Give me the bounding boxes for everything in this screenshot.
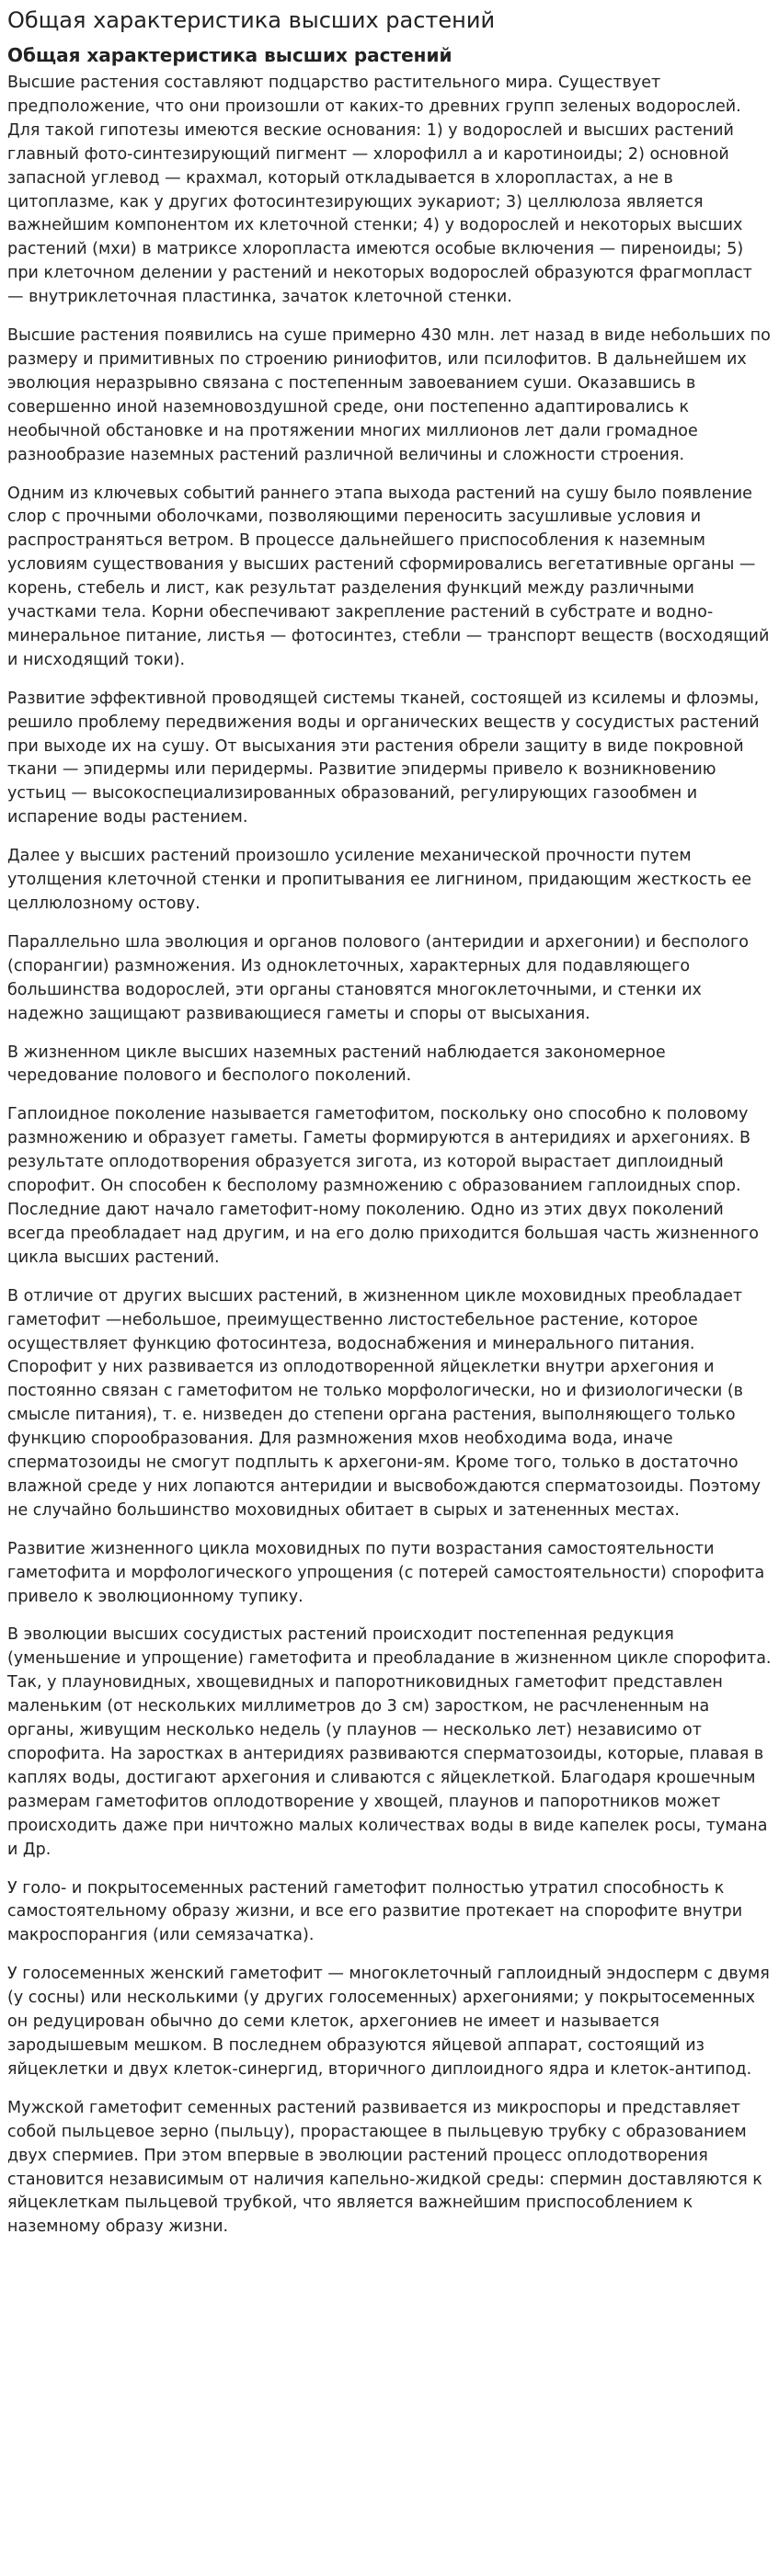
paragraph-10: Развитие жизненного цикла моховидных по пути возрастания самостоятельности гаметофита и морфологического упрощения (с потерей самостоятельности) спорофита привело к эволюционному тупику. [7, 1539, 765, 1606]
paragraph-12: У голо- и покрытосеменных растений гаметофит полностью утратил способность к самостоятельному образу жизни, и все его развитие протекает на спорофите внутри макроспорангия (или семязачатка). [7, 1878, 743, 1945]
page-title: Общая характеристика высших растений [7, 7, 496, 33]
paragraph-3: Одним из ключевых событий раннего этапа выхода растений на сушу было появление слор с прочными оболочками, позволяющими переносить засушливые условия и распространяться ветром. В процессе дальнейшего приспособления к наземным условиям существования у высших растений сформировались вегетативные органы — корень, стебель и лист, как результат разделения функций между различными участками тела. Корни обеспечивают закрепление растений в субстрате и водно-минеральное питание, листья — фотосинтез, стебли — транспорт веществ (восходящий и нисходящий токи). [7, 484, 770, 669]
paragraph-4: Развитие эффективной проводящей системы тканей, состоящей из ксилемы и флоэмы, решило проблему передвижения воды и органических веществ у сосудистых растений при выходе их на сушу. От высыхания эти растения обрели защиту в виде покровной ткани — эпидермы или перидермы. Развитие эпидермы привело к возникновению устьиц — высокоспециализированных образований, регулирующих газообмен и испарение воды растением. [7, 689, 760, 827]
paragraph-5: Далее у высших растений произошло усиление механической прочности путем утолщения клеточной стенки и пропитывания ее лигнином, придающим жесткость ее целлюлозному остову. [7, 847, 752, 913]
article-body [7, 72, 772, 2240]
section-heading: Общая характеристика высших растений [7, 44, 453, 66]
paragraph-14: Мужской гаметофит семенных растений развивается из микроспоры и представляет собой пыльцевое зерно (пыльцу), прорастающее в пыльцевую трубку с образованием двух спермиев. При этом впервые в эволюции растений процесс оплодотворения становится независимым от наличия капельно-жидкой среды: спермин доставляются к яйцеклеткам пыльцевой трубкой, что является важнейшим приспособлением к наземному образу жизни. [7, 2098, 762, 2237]
paragraph-9: В отличие от других высших растений, в жизненном цикле моховидных преобладает гаметофит —небольшое, преимущественно листостебельное растение, которое осуществляет функцию фотосинтеза, водоснабжения и минерального питания. Спорофит у них развивается из оплодотворенной яйцеклетки внутри архегония и постоянно связан с гаметофитом не только морфологически, но и физиологически (в смысле питания), т. е. низведен до степени органа растения, выполняющего только функцию спорообразования. Для размножения мхов необходима вода, иначе сперматозоиды не смогут подплыть к архегони-ям. Кроме того, только в достаточно влажной среде у них лопаются антеридии и высвобождаются сперматозоиды. Поэтому не случайно большинство моховидных обитает в сырых и затененных местах. [7, 1286, 761, 1520]
paragraph-8: Гаплоидное поколение называется гаметофитом, поскольку оно способно к половому размножению и образует гаметы. Гаметы формируются в антеридиях и архегониях. В результате оплодотворения образуется зигота, из которой вырастает диплоидный спорофит. Он способен к бесполому размножению с образованием гаплоидных спор. Последние дают начало гаметофит-ному поколению. Одно из этих двух поколений всегда преобладает над другим, и на его долю приходится большая часть жизненного цикла высших растений. [7, 1105, 759, 1267]
paragraph-7: В жизненном цикле высших наземных растений наблюдается закономерное чередование полового и бесполого поколений. [7, 1043, 666, 1086]
paragraph-6: Параллельно шла эволюция и органов полового (антеридии и архегонии) и бесполого (спорангии) размножения. Из одноклеточных, характерных для подавляющего большинства водорослей, эти органы становятся многоклеточными, и стенки их надежно защищают развивающиеся гаметы и споры от высыхания. [7, 932, 749, 1023]
paragraph-1: Высшие растения составляют подцарство растительного мира. Существует предположение, что они произошли от каких-то древних групп зеленых водорослей. Для такой гипотезы имеются веские основания: 1) у водорослей и высших растений главный фото-синтезирующий пигмент — хлорофилл a и каротиноиды; 2) основной запасной углевод — крахмал, который откладывается в хлоропластах, а не в цитоплазме, как у других фотосинтезирующих эукариот; 3) целлюлоза является важнейшим компонентом их клеточной стенки; 4) у водорослей и некоторых высших растений (мхи) в матриксе хлоропласта имеются особые включения — пиреноиды; 5) при клеточном делении у растений и некоторых водорослей образуются фрагмопласт — внутриклеточная пластинка, зачаток клеточной стенки. [7, 74, 752, 307]
paragraph-13: У голосеменных женский гаметофит — многоклеточный гаплоидный эндосперм с двумя (у сосны) или несколькими (у других голосеменных) архегониями; у покрытосеменных он редуцирован обычно до семи клеток, архегониев не имеет и называется зародышевым мешком. В последнем образуются яйцевой аппарат, состоящий из яйцеклетки и двух клеток-синергид, вторичного диплоидного ядра и клеток-антипод. [7, 1965, 770, 2079]
paragraph-2: Высшие растения появились на суше примерно 430 млн. лет назад в виде небольших по размеру и примитивных по строению риниофитов, или псилофитов. В дальнейшем их эволюция неразрывно связана с постепенным завоеванием суши. Оказавшись в совершенно иной наземновоздушной среде, они постепенно адаптировались к необычной обстановке и на протяжении многих миллионов лет дали громадное разнообразие наземных растений различной величины и сложности строения. [7, 326, 771, 464]
paragraph-11: В эволюции высших сосудистых растений происходит постепенная редукция (уменьшение и упрощение) гаметофита и преобладание в жизненном цикле спорофита. Так, у плауновидных, хвощевидных и папоротниковидных гаметофит представлен маленьким (от нескольких миллиметров до 3 см) заростком, не расчлененным на органы, живущим несколько недель (у плаунов — несколько лет) независимо от спорофита. На заростках в антеридиях развиваются сперматозоиды, которые, плавая в каплях воды, достигают архегония и сливаются с яйцеклеткой. Благодаря крошечным размерам гаметофитов оплодотворение у хвощей, плаунов и папоротников может происходить даже при ничтожно малых количествах воды в виде капелек росы, тумана и Др. [7, 1625, 772, 1859]
